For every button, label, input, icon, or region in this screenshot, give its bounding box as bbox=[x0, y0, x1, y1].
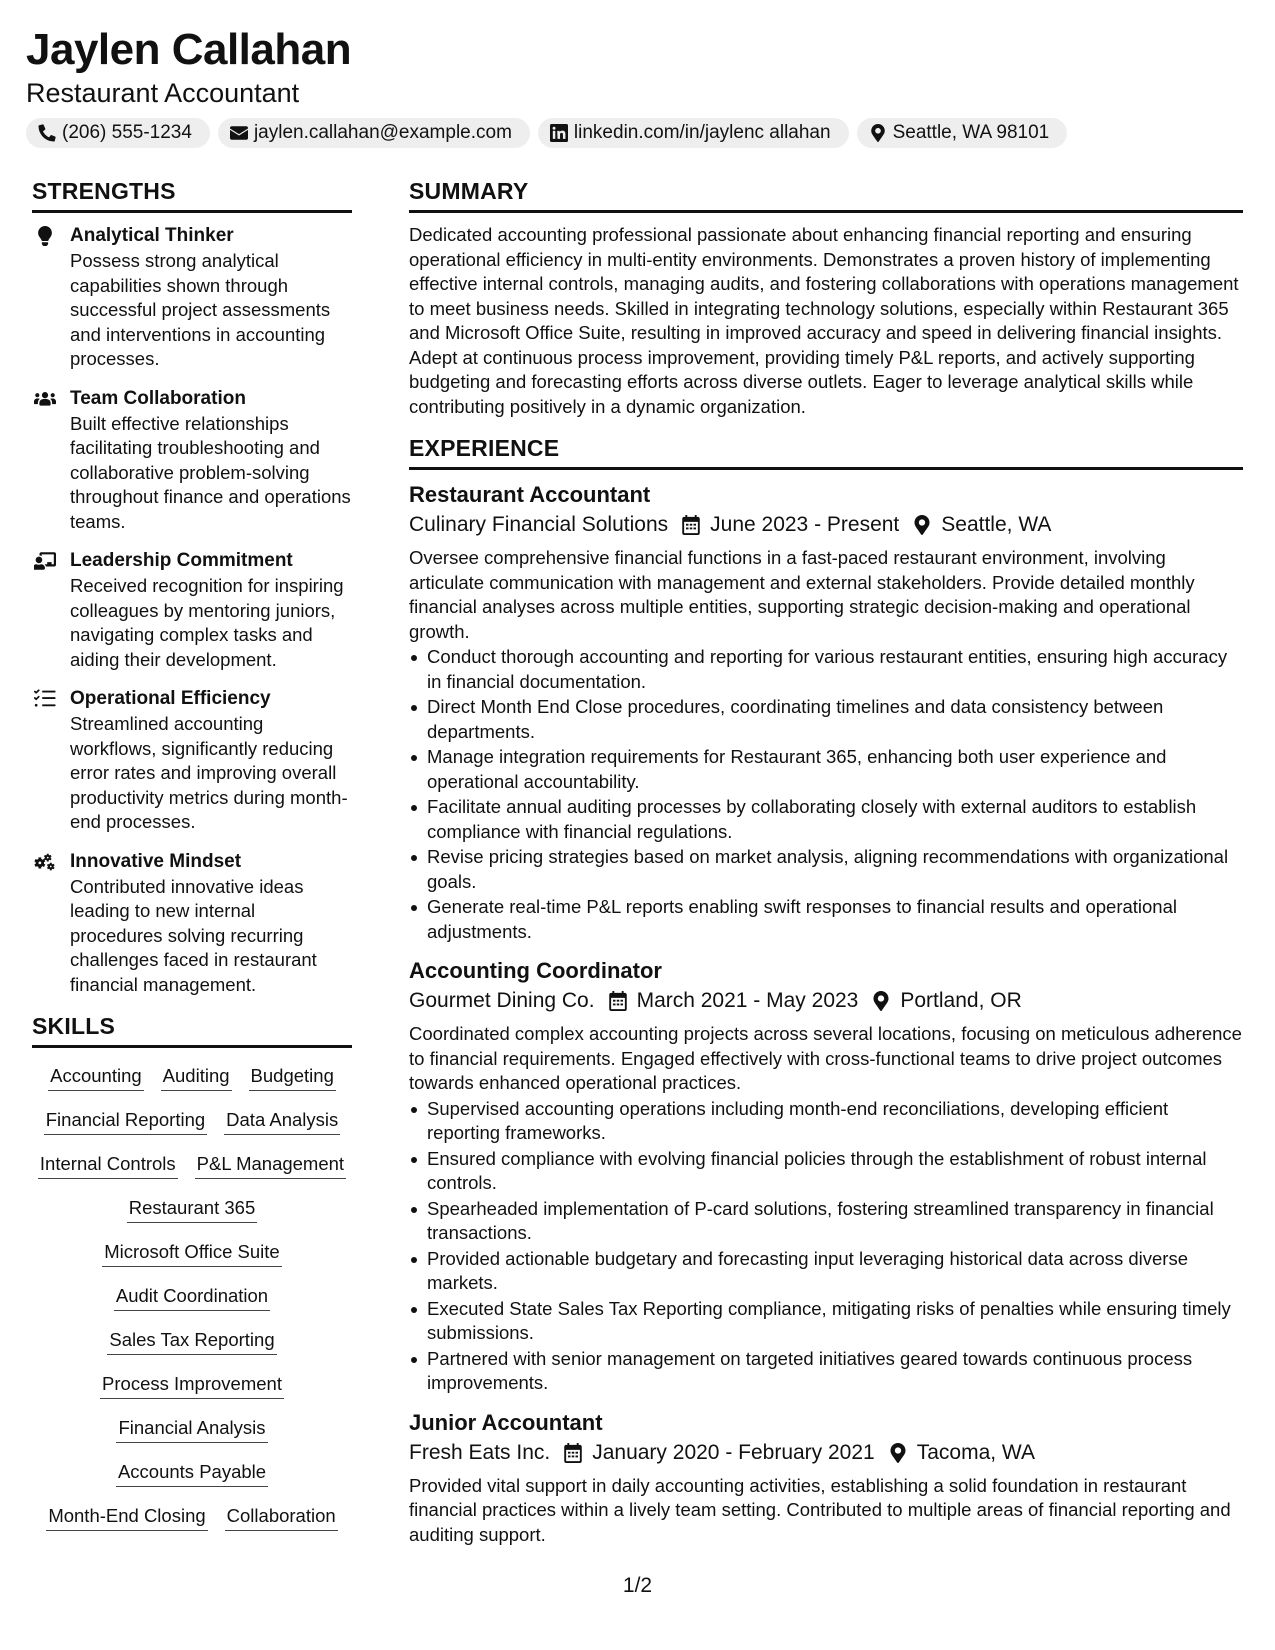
strength-title: Operational Efficiency bbox=[70, 688, 271, 709]
job-title: Accounting Coordinator bbox=[409, 958, 662, 983]
skill-tag: Financial Analysis bbox=[116, 1416, 267, 1443]
skill-tag: Collaboration bbox=[225, 1504, 338, 1531]
skill-tag: Sales Tax Reporting bbox=[107, 1328, 276, 1355]
strength-description: Received recognition for inspiring colleagues by mentoring juniors, navigating complex tasks and aiding their development. bbox=[70, 575, 344, 670]
summary-heading: SUMMARY bbox=[409, 176, 1243, 213]
bullet-item: Generate real-time P&L reports enabling swift responses to financial results and operational adjustments. bbox=[409, 895, 1243, 944]
contact-linkedin-text[interactable]: linkedin.com/in/jaylenc allahan bbox=[573, 122, 831, 143]
lightbulb-icon bbox=[34, 226, 56, 246]
job-location: Portland, OR bbox=[900, 989, 1022, 1012]
skill-tag: Accounting bbox=[48, 1064, 144, 1091]
list-check-icon bbox=[34, 689, 56, 709]
job-dates: June 2023 - Present bbox=[710, 513, 900, 536]
location-pin-icon bbox=[889, 1443, 907, 1463]
job-title: Junior Accountant bbox=[409, 1409, 603, 1435]
skills-heading: SKILLS bbox=[32, 1011, 352, 1048]
location-pin-icon bbox=[869, 124, 887, 142]
bullet-item: Revise pricing strategies based on market analysis, aligning recommendations with organizational goals. bbox=[409, 845, 1243, 894]
strength-description: Streamlined accounting workflows, significantly reducing error rates and improving overall productivity metrics during month-end processes. bbox=[70, 713, 348, 832]
skill-tag: Budgeting bbox=[249, 1064, 336, 1091]
job-description: Coordinated complex accounting projects across several locations, focusing on meticulous adherence to financial requirements. Engaged effectively with cross-functional teams to drive project outcomes towards enhanced operational practices. bbox=[409, 1023, 1242, 1093]
contact-linkedin[interactable] bbox=[538, 118, 849, 148]
location-pin-icon bbox=[872, 991, 890, 1011]
experience-entry bbox=[409, 480, 1243, 944]
skill-tag: Accounts Payable bbox=[116, 1460, 268, 1487]
job-dates: January 2020 - February 2021 bbox=[592, 1440, 875, 1464]
bullet-item: Ensured compliance with evolving financial policies through the establishment of robust internal controls. bbox=[409, 1147, 1243, 1196]
skills-list bbox=[32, 1058, 352, 1531]
page-indicator: 1/2 bbox=[622, 1574, 653, 1597]
strength-item bbox=[32, 686, 352, 835]
job-title: Restaurant Accountant bbox=[409, 482, 651, 507]
strength-description: Built effective relationships facilitating troubleshooting and collaborative problem-solving throughout finance and operations teams. bbox=[70, 412, 351, 532]
strength-title: Analytical Thinker bbox=[70, 225, 234, 246]
contact-email[interactable] bbox=[218, 118, 530, 148]
skill-tag: Restaurant 365 bbox=[127, 1196, 258, 1223]
skill-tag: Process Improvement bbox=[100, 1372, 284, 1399]
linkedin-icon bbox=[550, 124, 568, 142]
strength-title: Leadership Commitment bbox=[70, 550, 293, 571]
job-company: Gourmet Dining Co. bbox=[409, 989, 595, 1012]
skill-tag: Audit Coordination bbox=[114, 1284, 270, 1311]
job-description: Oversee comprehensive financial functions in a fast-paced restaurant environment, involving articulate communication with management and external stakeholders. Provide detailed monthly financial analyses across multiple entities, supporting strategic decision-making and operational growth. bbox=[409, 547, 1195, 642]
cogs-icon bbox=[34, 852, 56, 872]
experience-entry bbox=[409, 1408, 1243, 1548]
job-meta bbox=[409, 510, 1243, 540]
strength-description: Possess strong analytical capabilities shown through successful project assessments and interventions in accounting processes. bbox=[70, 250, 331, 369]
skill-tag: Internal Controls bbox=[38, 1152, 178, 1179]
users-icon bbox=[34, 389, 56, 409]
summary-text: Dedicated accounting professional passionate about enhancing financial reporting and ensuring operational efficiency in multi-entity environments. Demonstrates a proven history of implementing effective internal controls, managing audits, and fostering collaborations with operations management to meet business needs. Skilled in integrating technology solutions, especially within Restaurant 365 and Microsoft Office Suite, resulting in improved accuracy and speed in delivering financial insights. Adept at continuous process improvement, providing timely P&L reports, and actively supporting budgeting and forecasting efforts across diverse outlets. Eager to leverage analytical skills while contributing positively in a dynamic organization. bbox=[409, 224, 1239, 417]
strengths-heading: STRENGTHS bbox=[32, 176, 352, 213]
bullet-item: Supervised accounting operations including month-end reconciliations, developing efficient reporting frameworks. bbox=[409, 1097, 1243, 1146]
phone-icon bbox=[38, 124, 56, 142]
job-description: Provided vital support in daily accounting activities, establishing a solid foundation in restaurant financial practices within a lively team setting. Contributed to multiple areas of financial reporting and auditing support. bbox=[409, 1474, 1231, 1545]
bullet-item: Partnered with senior management on targeted initiatives geared towards continuous process improvements. bbox=[409, 1347, 1243, 1396]
left-column bbox=[32, 176, 352, 1531]
envelope-icon bbox=[230, 124, 248, 142]
bullet-item: Conduct thorough accounting and reporting for various restaurant entities, ensuring high accuracy in financial documentation. bbox=[409, 645, 1243, 694]
strength-title: Team Collaboration bbox=[70, 387, 246, 409]
job-meta bbox=[409, 986, 1243, 1016]
job-company: Fresh Eats Inc. bbox=[409, 1440, 551, 1464]
resume-header bbox=[26, 24, 1246, 148]
strength-item bbox=[32, 386, 352, 535]
strength-description: Contributed innovative ideas leading to new internal procedures solving recurring challenges faced in restaurant financial management. bbox=[70, 875, 317, 995]
contact-location bbox=[857, 118, 1068, 148]
bullet-item: Spearheaded implementation of P-card solutions, fostering streamlined transparency in financial transactions. bbox=[409, 1197, 1243, 1246]
skill-tag: Financial Reporting bbox=[44, 1108, 207, 1135]
job-location: Seattle, WA bbox=[941, 513, 1052, 536]
job-bullets bbox=[409, 645, 1243, 944]
job-location: Tacoma, WA bbox=[916, 1440, 1035, 1464]
skill-tag: P&L Management bbox=[195, 1152, 346, 1179]
bullet-item: Manage integration requirements for Restaurant 365, enhancing both user experience and operational accountability. bbox=[409, 745, 1243, 794]
bullet-item: Direct Month End Close procedures, coordinating timelines and data consistency between departments. bbox=[409, 695, 1243, 744]
skill-tag: Auditing bbox=[161, 1064, 232, 1091]
calendar-icon bbox=[682, 515, 700, 535]
job-company: Culinary Financial Solutions bbox=[409, 513, 669, 536]
job-meta bbox=[409, 1438, 1243, 1468]
candidate-name: Jaylen Callahan bbox=[26, 25, 352, 74]
candidate-headline: Restaurant Accountant bbox=[26, 78, 300, 108]
contact-bar bbox=[26, 118, 1246, 148]
job-bullets bbox=[409, 1097, 1243, 1396]
strength-item bbox=[32, 548, 352, 672]
strength-title: Innovative Mindset bbox=[70, 850, 242, 872]
contact-location-text: Seattle, WA 98101 bbox=[892, 122, 1050, 143]
calendar-icon bbox=[564, 1443, 582, 1463]
contact-phone bbox=[26, 118, 210, 148]
contact-phone-text: (206) 555-1234 bbox=[62, 122, 192, 143]
right-column bbox=[409, 176, 1243, 1559]
experience-entry bbox=[409, 956, 1243, 1396]
strength-item bbox=[32, 223, 352, 372]
location-pin-icon bbox=[913, 515, 931, 535]
skill-tag: Data Analysis bbox=[224, 1108, 340, 1135]
bullet-item: Provided actionable budgetary and forecasting input leveraging historical data across diverse markets. bbox=[409, 1247, 1243, 1296]
skill-tag: Month-End Closing bbox=[46, 1504, 207, 1531]
bullet-item: Executed State Sales Tax Reporting compliance, mitigating risks of penalties while ensuring timely submissions. bbox=[409, 1297, 1243, 1346]
contact-email-text[interactable]: jaylen.callahan@example.com bbox=[253, 122, 512, 143]
job-dates: March 2021 - May 2023 bbox=[636, 989, 859, 1012]
skill-tag: Microsoft Office Suite bbox=[102, 1240, 281, 1267]
calendar-icon bbox=[609, 991, 627, 1011]
experience-heading: EXPERIENCE bbox=[409, 433, 1243, 470]
chalkboard-teacher-icon bbox=[34, 551, 56, 571]
bullet-item: Facilitate annual auditing processes by collaborating closely with external auditors to establish compliance with financial regulations. bbox=[409, 795, 1243, 844]
strength-item bbox=[32, 849, 352, 998]
